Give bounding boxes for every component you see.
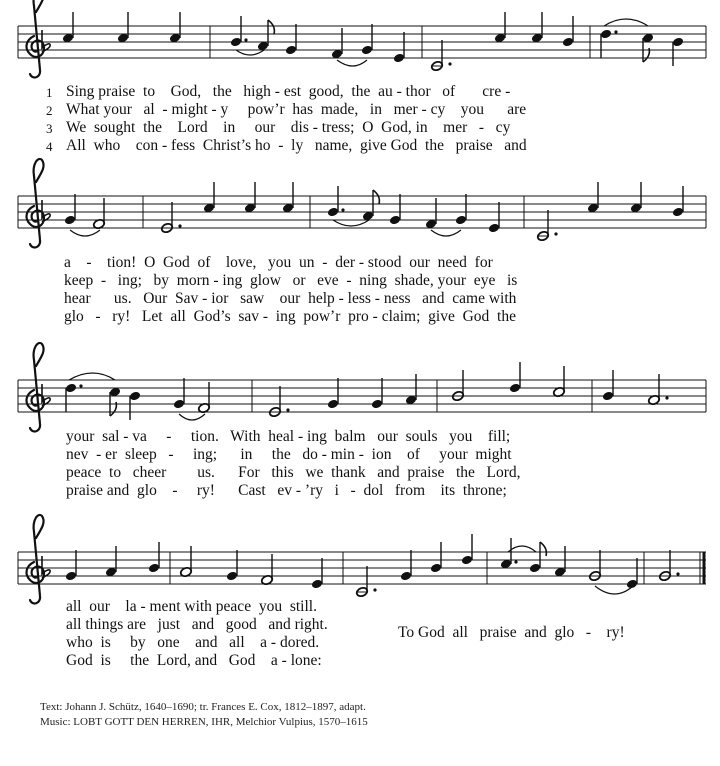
verse-number: 4: [46, 139, 53, 154]
music-credit: Music: LOBT GOTT DEN HERREN, IHR, Melchior Vulpius, 1570–1615: [40, 716, 368, 728]
lyric-line: all our la - ment with peace you still.: [66, 598, 317, 615]
lyric-line: keep - ing; by morn - ing glow or eve - ning shade, your eye is: [64, 272, 518, 289]
lyric-line: peace to cheer us. For this we thank and praise the Lord,: [66, 464, 521, 481]
lyric-line: God is the Lord, and God a - lone:: [66, 652, 322, 669]
lyric-line: hear us. Our Sav - ior saw our help - less - ness and came with: [64, 290, 517, 307]
lyric-line: What your al - might - y pow’r has made, in mer - cy you are: [66, 101, 527, 118]
lyric-line: glo - ry! Let all God’s sav - ing pow’r pro - claim; give God the: [64, 308, 516, 325]
lyric-line: All who con - fess Christ’s ho - ly name, give God the praise and: [66, 137, 527, 154]
verse-number: 2: [46, 103, 53, 118]
text-credit: Text: Johann J. Schütz, 1640–1690; tr. Frances E. Cox, 1812–1897, adapt.: [40, 701, 366, 713]
lyric-line: nev - er sleep - ing; in the do - min - ion of your might: [66, 446, 512, 463]
refrain-line: To God all praise and glo - ry!: [398, 624, 625, 641]
credits: [40, 700, 368, 730]
lyric-line: who is by one and all a - dored.: [66, 634, 320, 651]
verse-number: 1: [46, 85, 53, 100]
verse-number: 3: [46, 121, 53, 136]
lyric-line: praise and glo - ry! Cast ev - ’ry i - dol from its throne;: [66, 482, 507, 499]
lyric-line: all things are just and good and right.: [66, 616, 328, 633]
lyric-line: Sing praise to God, the high - est good, the au - thor of cre -: [66, 83, 511, 100]
lyric-line: your sal - va - tion. With heal - ing balm our souls you fill;: [66, 428, 511, 445]
lyric-line: We sought the Lord in our dis - tress; O God, in mer - cy: [66, 119, 511, 136]
lyric-line: a - tion! O God of love, you un - der - stood our need for: [64, 254, 493, 271]
